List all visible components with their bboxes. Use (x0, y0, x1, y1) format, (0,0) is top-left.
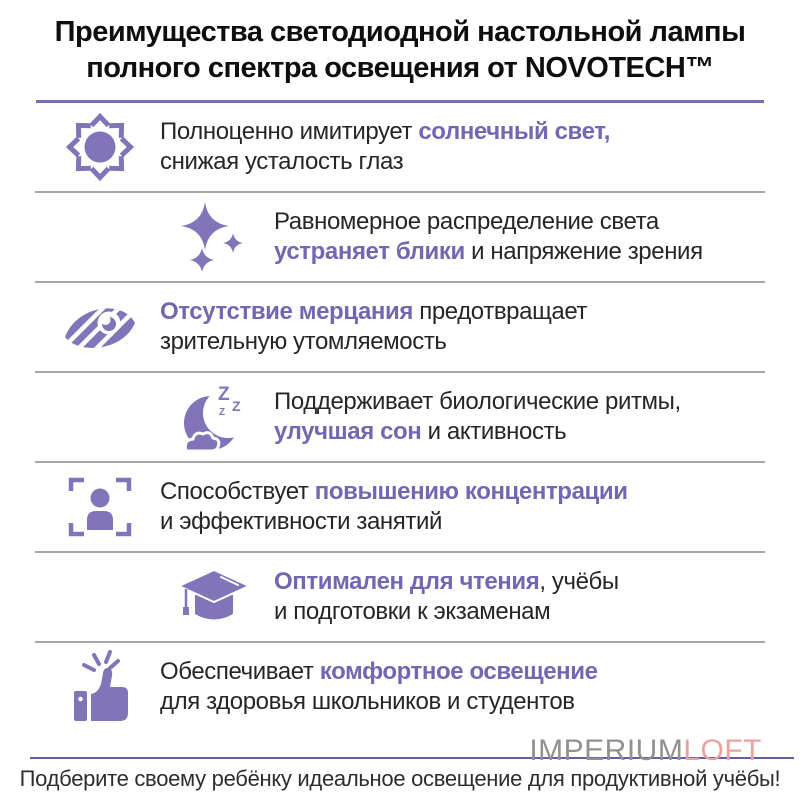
benefit-text-segment: снижая усталость глаз (160, 148, 404, 175)
page-title-line2: полного спектра освещения от NOVOTECH™ (86, 52, 714, 84)
benefit-text (274, 207, 703, 267)
benefit-row-concentration (0, 463, 800, 551)
benefit-text-line (274, 387, 681, 417)
benefit-text-segment: Обеспечивает (160, 658, 320, 685)
svg-text:Z: Z (232, 398, 241, 414)
benefit-text-segment: и напряжение зрения (464, 238, 703, 265)
benefit-text-line (160, 117, 610, 147)
benefit-text-segment: Равномерное распределение света (274, 208, 659, 235)
benefit-text-segment: Отсутствие мерцания (160, 298, 413, 325)
sleeping-moon-icon (176, 379, 252, 455)
footer-tagline: Подберите своему ребёнку идеальное освещение для продуктивной учёбы! (19, 766, 781, 791)
benefit-text-segment: , учёбы (539, 568, 619, 595)
sparkles-icon (176, 199, 252, 275)
benefit-text-line (160, 477, 628, 507)
benefit-text-segment: предотвращает (412, 298, 588, 325)
benefit-text (160, 477, 628, 537)
benefit-text-segment: Поддерживает биологические ритмы, (274, 388, 681, 415)
benefit-text (274, 387, 681, 447)
thumbs-up-icon (62, 649, 138, 725)
focus-person-icon (62, 469, 138, 545)
benefit-text-line (160, 507, 628, 537)
benefit-text-segment: повышению концентрации (314, 478, 628, 505)
imperiumloft-logo (529, 734, 762, 768)
benefit-text-line (274, 207, 703, 237)
benefit-row-no-flicker (0, 283, 800, 371)
benefit-text-line (160, 327, 587, 357)
flicker-free-eye-icon (62, 289, 138, 365)
svg-text:Z: Z (219, 407, 226, 418)
benefit-text-line (274, 237, 703, 267)
sun-icon (62, 109, 138, 185)
benefit-text (160, 117, 610, 177)
benefit-text-segment: и подготовки к экзаменам (274, 598, 551, 625)
footer (0, 734, 800, 792)
benefit-row-reading (0, 553, 800, 641)
graduation-cap-icon (176, 559, 252, 635)
benefit-text-line (160, 687, 598, 717)
benefit-text-line (274, 567, 619, 597)
benefit-text-segment: и эффективности занятий (160, 508, 442, 535)
svg-text:Z: Z (218, 384, 230, 405)
benefit-text-segment: устраняет блики (274, 238, 465, 265)
benefit-text-segment: улучшая сон (274, 418, 422, 445)
benefit-row-uniform-light (0, 193, 800, 281)
benefit-text-segment: солнечный свет, (418, 118, 611, 145)
benefit-text-segment: зрительную утомляемость (160, 328, 447, 355)
benefit-text-segment: комфортное освещение (319, 658, 598, 685)
logo-primary: IMPERIUM (529, 734, 684, 767)
benefit-row-comfort (0, 643, 800, 731)
logo-accent: LOFT (683, 734, 762, 767)
benefit-text (160, 297, 587, 357)
benefit-row-sunlight (0, 103, 800, 191)
page-title (0, 14, 800, 86)
benefit-text-segment: и активность (421, 418, 567, 445)
benefit-row-biorhythm (0, 373, 800, 461)
benefit-text-line (160, 657, 598, 687)
benefit-text-segment: для здоровья школьников и студентов (160, 688, 575, 715)
benefit-text-segment: Полноценно имитирует (160, 118, 419, 145)
benefit-text-line (274, 417, 681, 447)
benefit-text-segment: Оптимален для чтения (274, 568, 540, 595)
benefit-text-line (160, 147, 610, 177)
benefit-text (160, 657, 598, 717)
page-title-line1: Преимущества светодиодной настольной лампы (54, 16, 746, 48)
benefit-text-line (160, 297, 587, 327)
benefit-text-line (274, 597, 619, 627)
benefit-text (274, 567, 619, 627)
benefit-text-segment: Способствует (160, 478, 315, 505)
